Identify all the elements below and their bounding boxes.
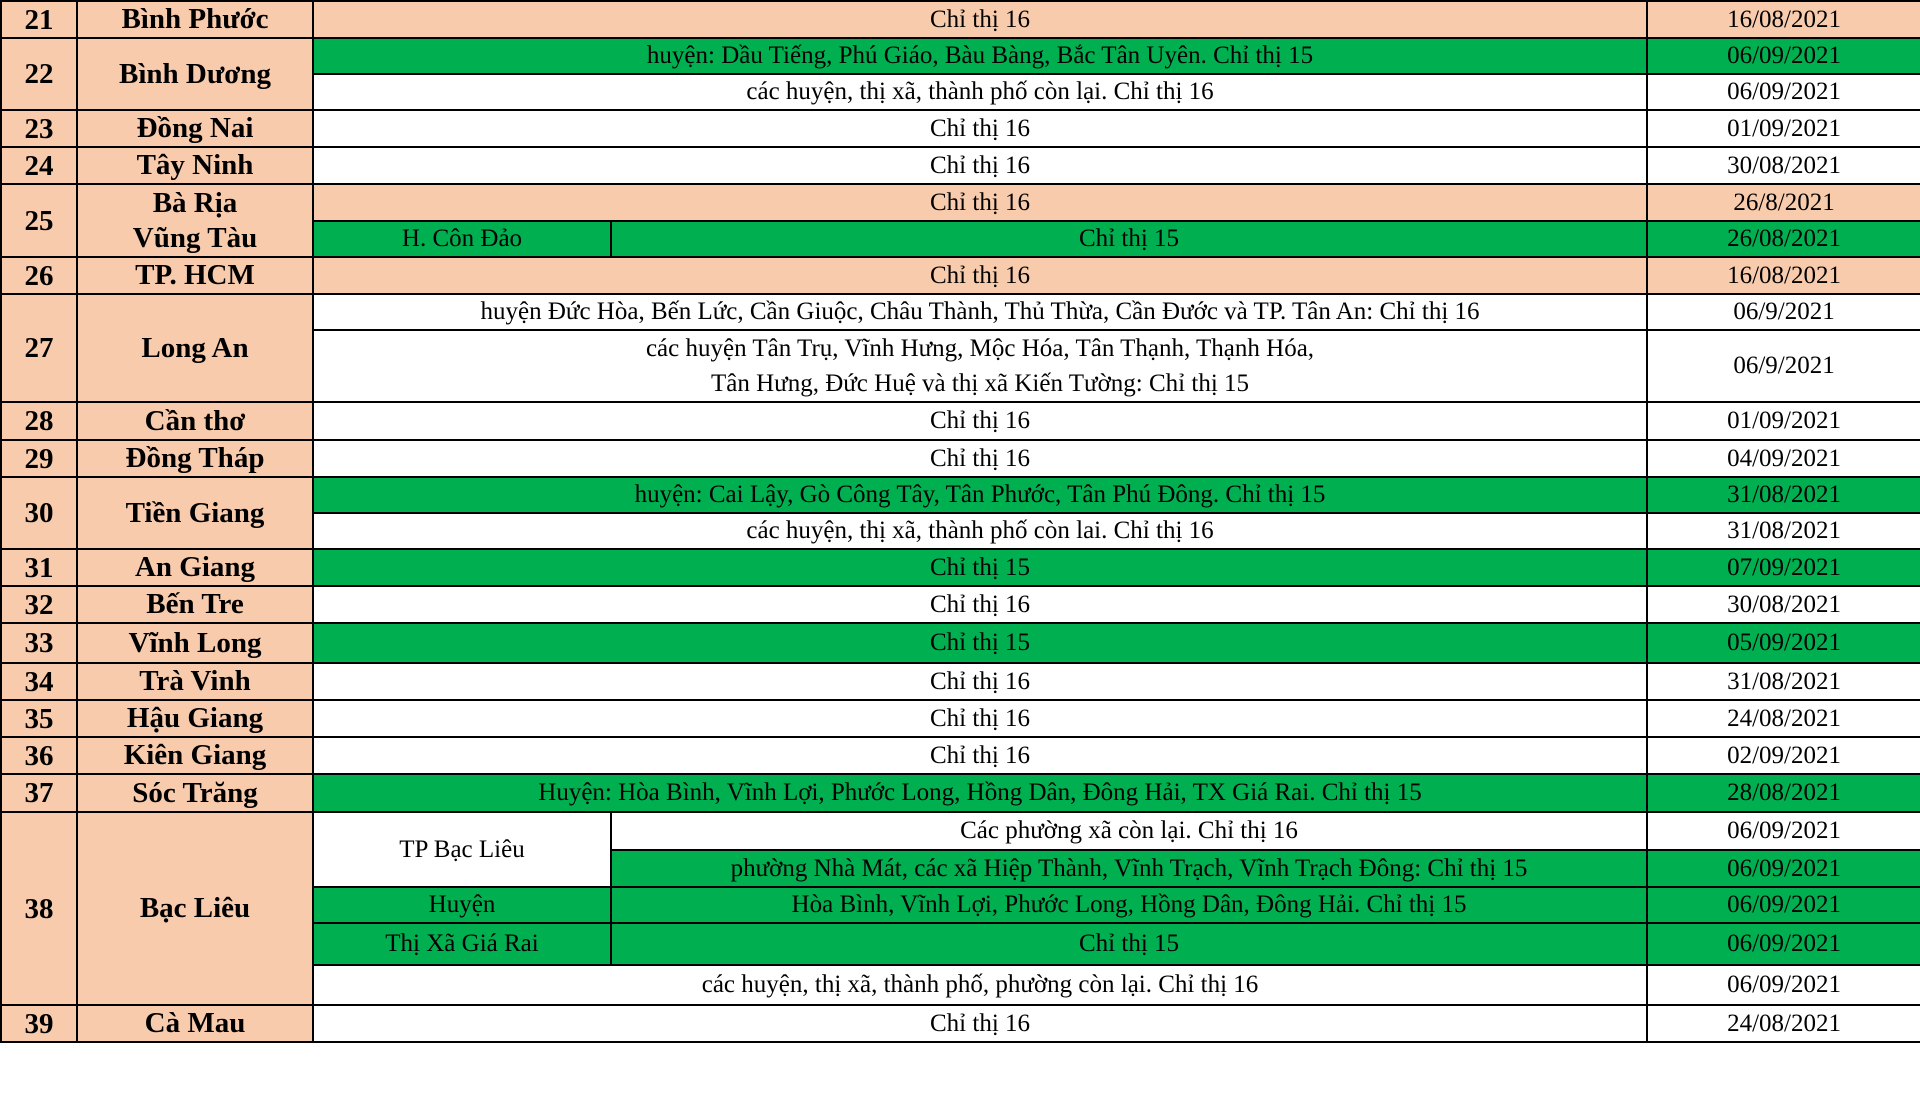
row-number: 24 (1, 147, 77, 184)
table-row (1, 1005, 1920, 1042)
effective-date: 24/08/2021 (1647, 1005, 1920, 1042)
table-row (1, 38, 1920, 74)
province-name: Bà Rịa Vũng Tàu (77, 184, 313, 257)
province-name: Đồng Tháp (77, 440, 313, 477)
row-number: 23 (1, 110, 77, 147)
effective-date: 16/08/2021 (1647, 1, 1920, 38)
effective-date: 26/08/2021 (1647, 221, 1920, 257)
sub-area: Huyện (313, 887, 611, 923)
province-name: Tây Ninh (77, 147, 313, 184)
province-name: Bình Phước (77, 1, 313, 38)
province-name: Long An (77, 294, 313, 402)
directive-text: huyện: Dầu Tiếng, Phú Giáo, Bàu Bàng, Bắc Tân Uyên. Chỉ thị 15 (313, 38, 1647, 74)
province-name: Hậu Giang (77, 700, 313, 737)
row-number: 39 (1, 1005, 77, 1042)
province-name: Bạc Liêu (77, 812, 313, 1005)
row-number: 29 (1, 440, 77, 477)
effective-date: 30/08/2021 (1647, 147, 1920, 184)
province-name: Bình Dương (77, 38, 313, 110)
effective-date: 24/08/2021 (1647, 700, 1920, 737)
directive-text: Chỉ thị 15 (313, 623, 1647, 663)
directive-text: Chỉ thị 16 (313, 257, 1647, 294)
row-number: 26 (1, 257, 77, 294)
directive-text: Chỉ thị 16 (313, 737, 1647, 774)
table-row (1, 700, 1920, 737)
directive-text: Chỉ thị 16 (313, 1005, 1647, 1042)
effective-date: 06/9/2021 (1647, 294, 1920, 330)
sub-area: TP Bạc Liêu (313, 812, 611, 887)
effective-date: 30/08/2021 (1647, 586, 1920, 623)
row-number: 38 (1, 812, 77, 1005)
row-number: 35 (1, 700, 77, 737)
effective-date: 04/09/2021 (1647, 440, 1920, 477)
directive-text: huyện Đức Hòa, Bến Lức, Cần Giuộc, Châu Thành, Thủ Thừa, Cần Đước và TP. Tân An: Chỉ thị 16 (313, 294, 1647, 330)
effective-date: 31/08/2021 (1647, 513, 1920, 549)
row-number: 28 (1, 402, 77, 440)
directive-text: Chỉ thị 16 (313, 147, 1647, 184)
province-name: Tiền Giang (77, 477, 313, 549)
row-number: 34 (1, 663, 77, 700)
directive-text: Chỉ thị 15 (611, 923, 1647, 965)
province-name: Vĩnh Long (77, 623, 313, 663)
effective-date: 16/08/2021 (1647, 257, 1920, 294)
table-row (1, 549, 1920, 586)
effective-date: 06/09/2021 (1647, 923, 1920, 965)
effective-date: 07/09/2021 (1647, 549, 1920, 586)
row-number: 30 (1, 477, 77, 549)
directive-text: Hòa Bình, Vĩnh Lợi, Phước Long, Hồng Dân, Đông Hải. Chỉ thị 15 (611, 887, 1647, 923)
directive-text: các huyện, thị xã, thành phố, phường còn lại. Chỉ thị 16 (313, 965, 1647, 1005)
table-row (1, 147, 1920, 184)
directive-text: Chỉ thị 16 (313, 586, 1647, 623)
directive-text: Chỉ thị 16 (313, 663, 1647, 700)
effective-date: 31/08/2021 (1647, 663, 1920, 700)
table-row (1, 294, 1920, 330)
directive-text: Các phường xã còn lại. Chỉ thị 16 (611, 812, 1647, 850)
table-row (1, 774, 1920, 812)
sub-area: Thị Xã Giá Rai (313, 923, 611, 965)
table-row (1, 737, 1920, 774)
effective-date: 06/09/2021 (1647, 887, 1920, 923)
directive-text: phường Nhà Mát, các xã Hiệp Thành, Vĩnh Trạch, Vĩnh Trạch Đông: Chỉ thị 15 (611, 850, 1647, 887)
row-number: 27 (1, 294, 77, 402)
province-name: Đồng Nai (77, 110, 313, 147)
directive-text: Chỉ thị 16 (313, 440, 1647, 477)
table-row (1, 663, 1920, 700)
row-number: 21 (1, 1, 77, 38)
directive-text: Huyện: Hòa Bình, Vĩnh Lợi, Phước Long, Hồng Dân, Đông Hải, TX Giá Rai. Chỉ thị 15 (313, 774, 1647, 812)
table-row (1, 110, 1920, 147)
table-row (1, 402, 1920, 440)
effective-date: 28/08/2021 (1647, 774, 1920, 812)
directive-text: huyện: Cai Lậy, Gò Công Tây, Tân Phước, Tân Phú Đông. Chỉ thị 15 (313, 477, 1647, 513)
province-name: Trà Vinh (77, 663, 313, 700)
table-row (1, 1, 1920, 38)
effective-date: 06/09/2021 (1647, 812, 1920, 850)
effective-date: 26/8/2021 (1647, 184, 1920, 221)
table-row (1, 586, 1920, 623)
effective-date: 06/09/2021 (1647, 965, 1920, 1005)
effective-date: 01/09/2021 (1647, 110, 1920, 147)
directive-text: Chỉ thị 15 (611, 221, 1647, 257)
table-row (1, 812, 1920, 850)
table-row (1, 257, 1920, 294)
row-number: 31 (1, 549, 77, 586)
effective-date: 01/09/2021 (1647, 402, 1920, 440)
row-number: 22 (1, 38, 77, 110)
province-name: Cần thơ (77, 402, 313, 440)
province-name: Bến Tre (77, 586, 313, 623)
directive-text: Chỉ thị 16 (313, 402, 1647, 440)
province-name: TP. HCM (77, 257, 313, 294)
row-number: 25 (1, 184, 77, 257)
directive-text: các huyện, thị xã, thành phố còn lai. Chỉ thị 16 (313, 513, 1647, 549)
directive-text: Chỉ thị 15 (313, 549, 1647, 586)
province-name: Kiên Giang (77, 737, 313, 774)
row-number: 36 (1, 737, 77, 774)
row-number: 32 (1, 586, 77, 623)
province-name: Cà Mau (77, 1005, 313, 1042)
effective-date: 06/09/2021 (1647, 74, 1920, 110)
directive-text: Chỉ thị 16 (313, 184, 1647, 221)
table-row (1, 623, 1920, 663)
sub-area: H. Côn Đảo (313, 221, 611, 257)
directive-text: các huyện, thị xã, thành phố còn lại. Chỉ thị 16 (313, 74, 1647, 110)
row-number: 33 (1, 623, 77, 663)
table-row (1, 440, 1920, 477)
province-name: An Giang (77, 549, 313, 586)
effective-date: 06/09/2021 (1647, 38, 1920, 74)
table-row (1, 184, 1920, 221)
table-row (1, 477, 1920, 513)
effective-date: 06/9/2021 (1647, 330, 1920, 402)
effective-date: 02/09/2021 (1647, 737, 1920, 774)
directive-text: các huyện Tân Trụ, Vĩnh Hưng, Mộc Hóa, Tân Thạnh, Thạnh Hóa, Tân Hưng, Đức Huệ và thị xã Kiến Tường: Chỉ thị 15 (313, 330, 1647, 402)
directive-text: Chỉ thị 16 (313, 700, 1647, 737)
row-number: 37 (1, 774, 77, 812)
table-body (1, 1, 1920, 1042)
effective-date: 31/08/2021 (1647, 477, 1920, 513)
province-name: Sóc Trăng (77, 774, 313, 812)
effective-date: 06/09/2021 (1647, 850, 1920, 887)
effective-date: 05/09/2021 (1647, 623, 1920, 663)
directive-text: Chỉ thị 16 (313, 1, 1647, 38)
directive-text: Chỉ thị 16 (313, 110, 1647, 147)
